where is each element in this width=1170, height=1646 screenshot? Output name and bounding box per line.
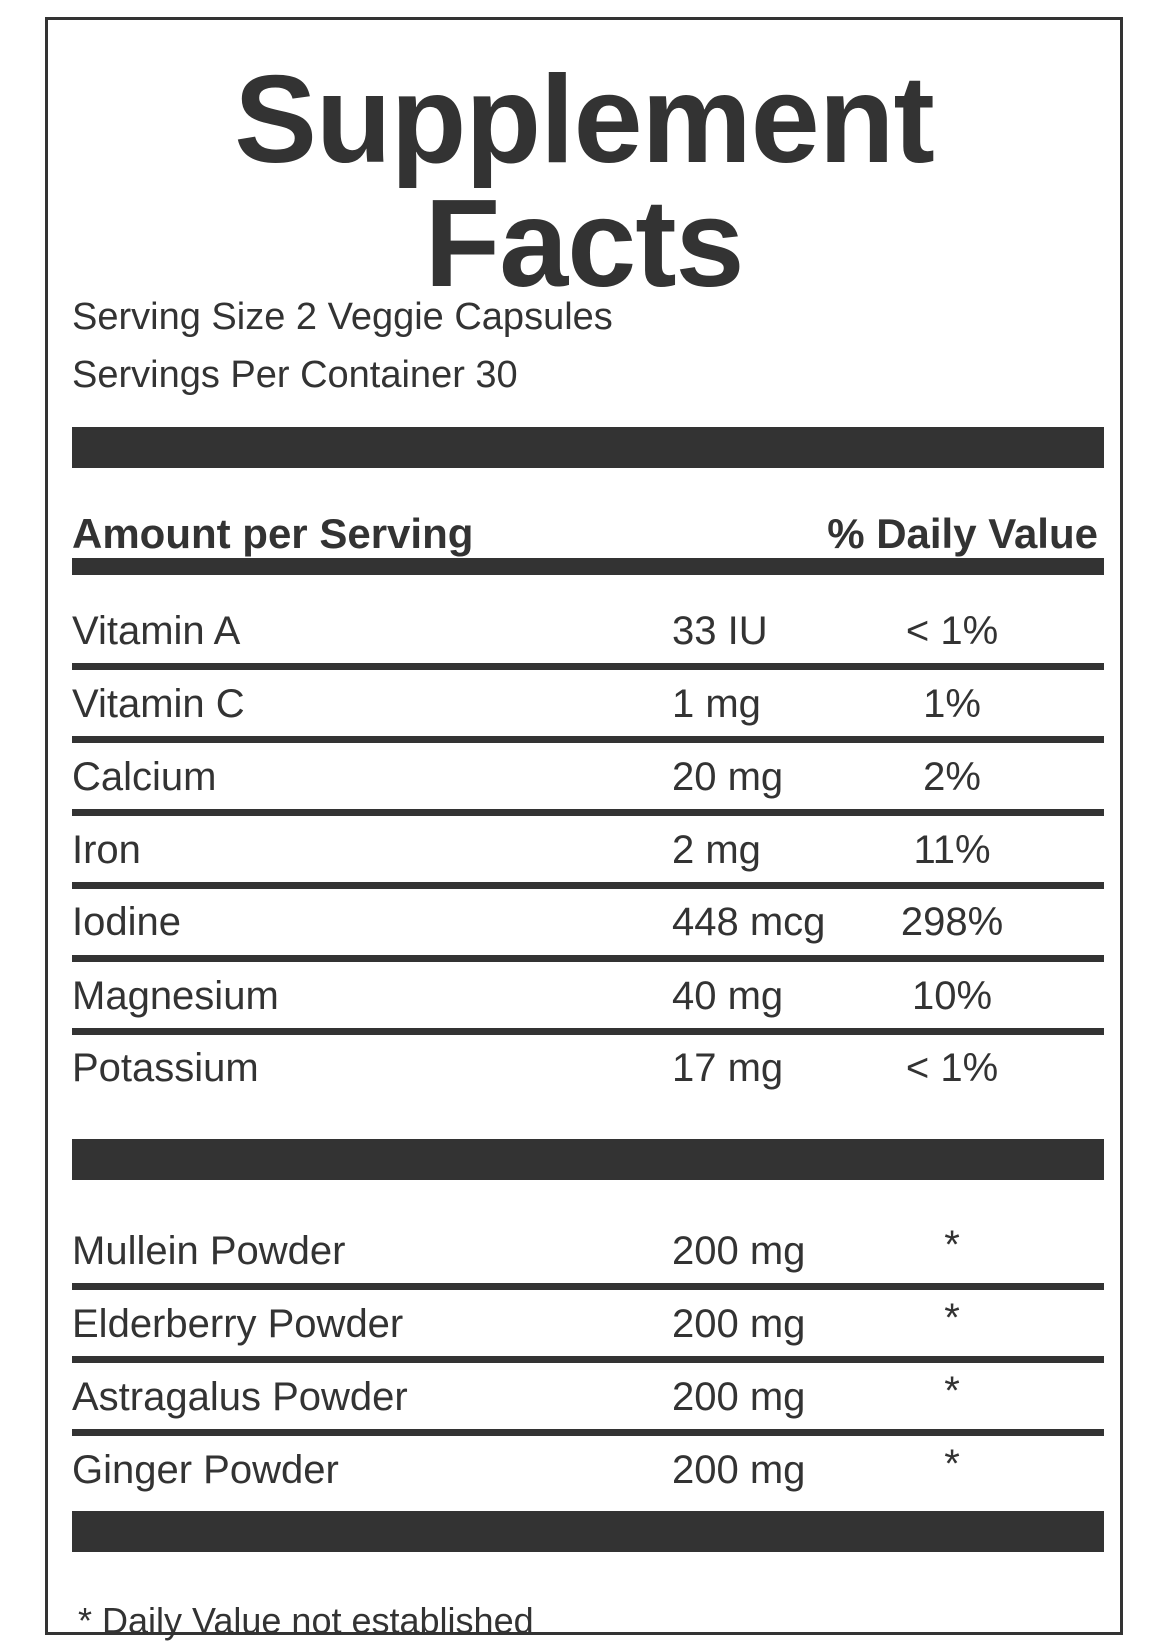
nutrient-amount: 40 mg [672, 974, 784, 1018]
nutrient-name: Calcium [72, 755, 217, 799]
ingredient-name: Astragalus Powder [72, 1375, 408, 1419]
ingredient-amount: 200 mg [672, 1302, 806, 1346]
ingredient-daily-value: * [944, 1369, 960, 1413]
ingredient-name: Elderberry Powder [72, 1302, 404, 1346]
nutrient-daily-value: 10% [911, 974, 993, 1018]
nutrient-amount: 1 mg [672, 682, 761, 726]
row-divider [72, 955, 1104, 962]
row-divider [72, 1429, 1104, 1436]
row-divider [72, 736, 1104, 743]
ingredient-amount: 200 mg [672, 1448, 806, 1492]
row-divider [72, 663, 1104, 670]
thick-divider [72, 1511, 1104, 1552]
ingredient-amount: 200 mg [672, 1229, 806, 1273]
supplement-facts-label [45, 17, 1123, 1641]
ingredient-daily-value: * [944, 1223, 960, 1267]
servings-per-container: Servings Per Container 30 [72, 354, 518, 396]
nutrient-name: Vitamin A [72, 609, 241, 653]
nutrient-amount: 20 mg [672, 755, 784, 799]
nutrient-name: Potassium [72, 1046, 259, 1090]
row-divider [72, 809, 1104, 816]
medium-divider [72, 558, 1104, 575]
ingredient-daily-value: * [944, 1296, 960, 1340]
thick-divider [72, 427, 1104, 468]
nutrient-name: Vitamin C [72, 682, 245, 726]
ingredient-name: Ginger Powder [72, 1448, 339, 1492]
nutrient-name: Iodine [72, 900, 181, 944]
daily-value-header: % Daily Value [827, 510, 1098, 557]
nutrient-daily-value: < 1% [905, 1046, 999, 1090]
nutrient-daily-value: < 1% [905, 609, 999, 653]
ingredient-name: Mullein Powder [72, 1229, 346, 1273]
nutrient-name: Iron [72, 828, 141, 872]
nutrient-amount: 17 mg [672, 1046, 784, 1090]
nutrient-daily-value: 298% [900, 900, 1004, 944]
nutrient-daily-value: 2% [923, 755, 981, 799]
row-divider [72, 882, 1104, 889]
label-title-line2: Facts [424, 175, 744, 313]
footnote: * Daily Value not established [78, 1600, 534, 1641]
ingredient-amount: 200 mg [672, 1375, 806, 1419]
label-title-line1: Supplement [234, 51, 934, 189]
thick-divider [72, 1139, 1104, 1180]
row-divider [72, 1028, 1104, 1035]
row-divider [72, 1283, 1104, 1290]
nutrient-name: Magnesium [72, 974, 279, 1018]
serving-size: Serving Size 2 Veggie Capsules [72, 296, 613, 338]
row-divider [72, 1356, 1104, 1363]
nutrient-amount: 2 mg [672, 828, 761, 872]
ingredient-daily-value: * [944, 1442, 960, 1486]
amount-per-serving-header: Amount per Serving [72, 510, 474, 557]
nutrient-daily-value: 11% [913, 828, 991, 872]
nutrient-daily-value: 1% [923, 682, 981, 726]
nutrient-amount: 33 IU [672, 609, 768, 653]
nutrient-amount: 448 mcg [672, 900, 826, 944]
